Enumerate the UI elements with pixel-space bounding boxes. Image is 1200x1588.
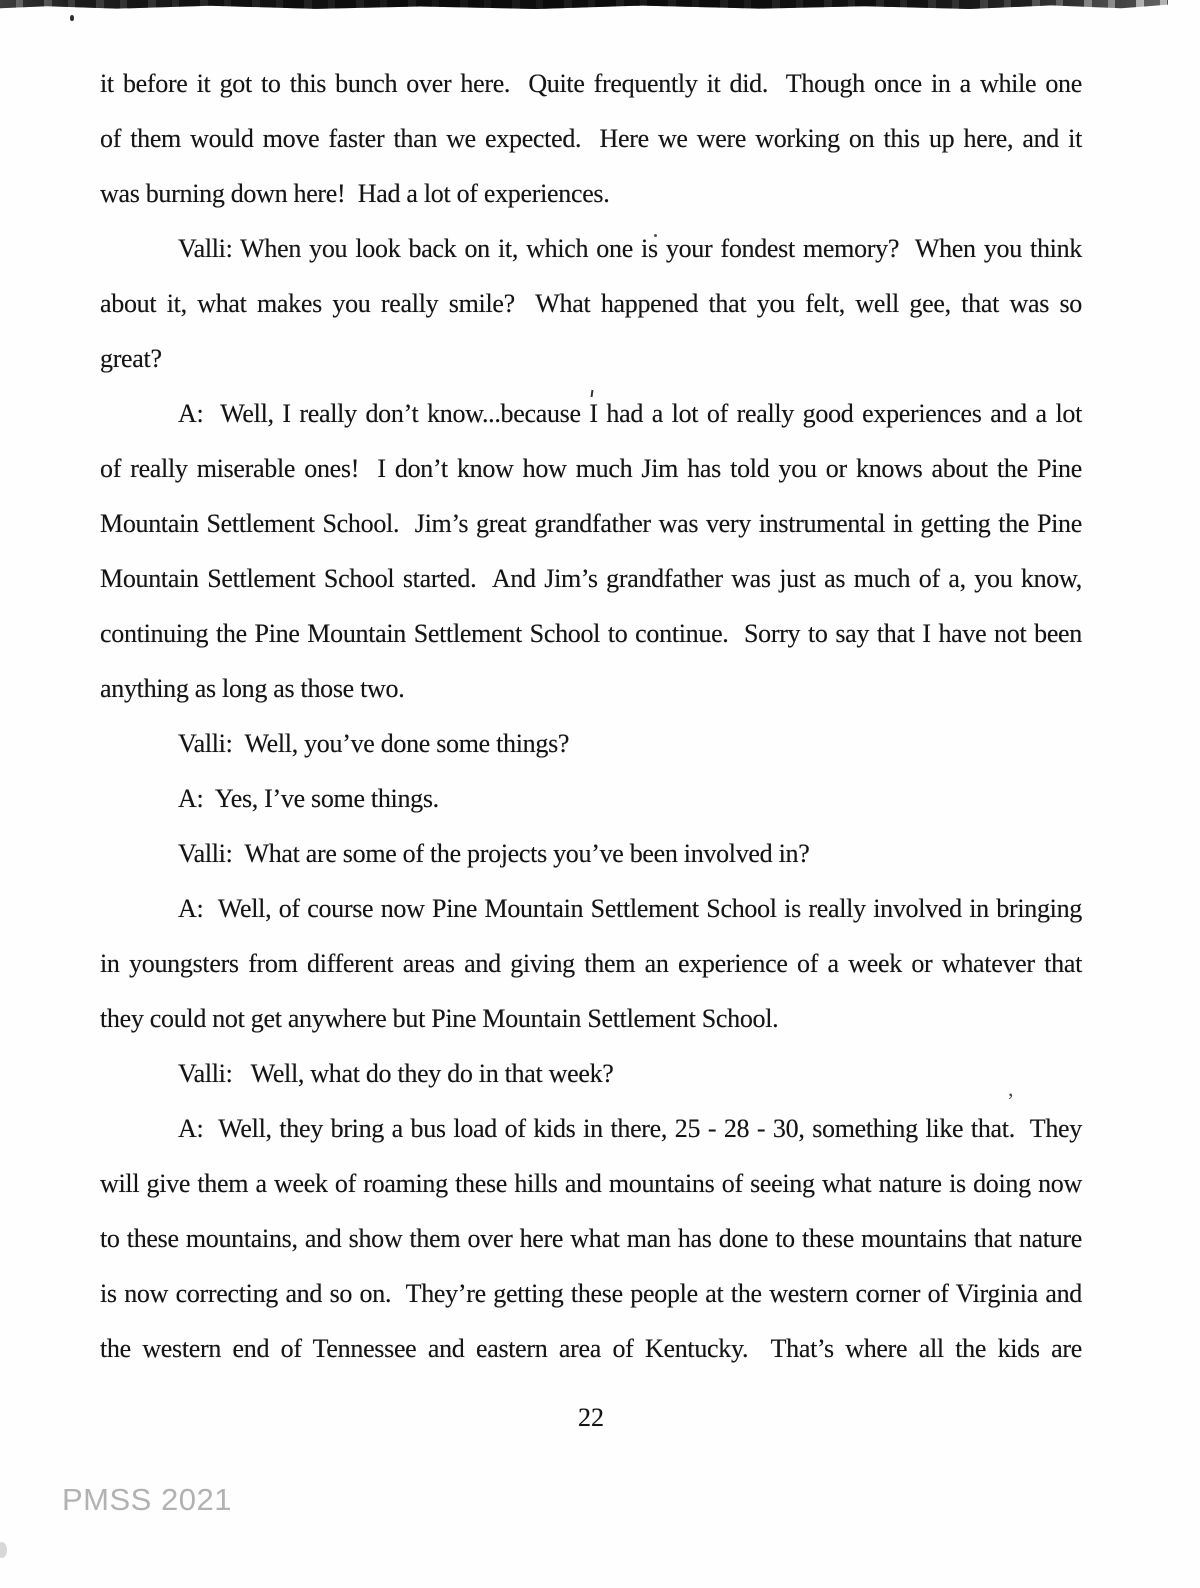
transcript-line: continuing the Pine Mountain Settlement School to continue. Sorry to say that I have not been [100,619,1082,648]
transcript-line: anything as long as those two. [100,674,405,703]
scan-smudge [0,1542,7,1558]
transcript-line: it before it got to this bunch over here. Quite frequently it did. Though once in a while one [100,69,1082,98]
scan-artifact-top-bar [0,0,1168,9]
transcript-line: Valli: Well, you’ve done some things? [178,729,570,758]
transcript-line: to these mountains, and show them over here what man has done to these mountains that nature [100,1224,1082,1253]
transcript-line: will give them a week of roaming these hills and mountains of seeing what nature is doing now [100,1169,1082,1198]
transcript-line: Valli: What are some of the projects you’ve been involved in? [178,839,810,868]
watermark: PMSS 2021 [62,1482,232,1517]
transcript-line: Valli: When you look back on it, which one is your fondest memory? When you think [178,234,1082,263]
transcript-line: of really miserable ones! I don’t know how much Jim has told you or knows about the Pine [100,454,1082,483]
scan-speck: , [1008,1076,1014,1101]
transcript-line: A: Well, I really don’t know...because I had a lot of really good experiences and a lot [178,399,1082,428]
transcript [100,56,1082,1376]
transcript-line: Mountain Settlement School. Jim’s great grandfather was very instrumental in getting the Pine [100,509,1082,538]
transcript-line: the western end of Tennessee and eastern area of Kentucky. That’s where all the kids are [100,1334,1082,1363]
transcript-line: was burning down here! Had a lot of experiences. [100,179,610,208]
transcript-line: they could not get anywhere but Pine Mountain Settlement School. [100,1004,779,1033]
transcript-line: Mountain Settlement School started. And Jim’s grandfather was just as much of a, you know, [100,564,1082,593]
transcript-line: A: Well, of course now Pine Mountain Settlement School is really involved in bringing [178,894,1082,923]
transcript-line: great? [100,344,162,373]
transcript-line: A: Yes, I’ve some things. [178,784,439,813]
page-number: 22 [578,1403,604,1432]
transcript-line: about it, what makes you really smile? What happened that you felt, well gee, that was so [100,289,1082,318]
transcript-line: of them would move faster than we expected. Here we were working on this up here, and it [100,124,1082,153]
transcript-line: Valli: Well, what do they do in that week? [178,1059,614,1088]
scan-speck [70,15,74,21]
transcript-line: A: Well, they bring a bus load of kids in there, 25 - 28 - 30, something like that. They [178,1114,1082,1143]
transcript-line: is now correcting and so on. They’re getting these people at the western corner of Virginia and [100,1279,1082,1308]
transcript-line: in youngsters from different areas and giving them an experience of a week or whatever that [100,949,1082,978]
